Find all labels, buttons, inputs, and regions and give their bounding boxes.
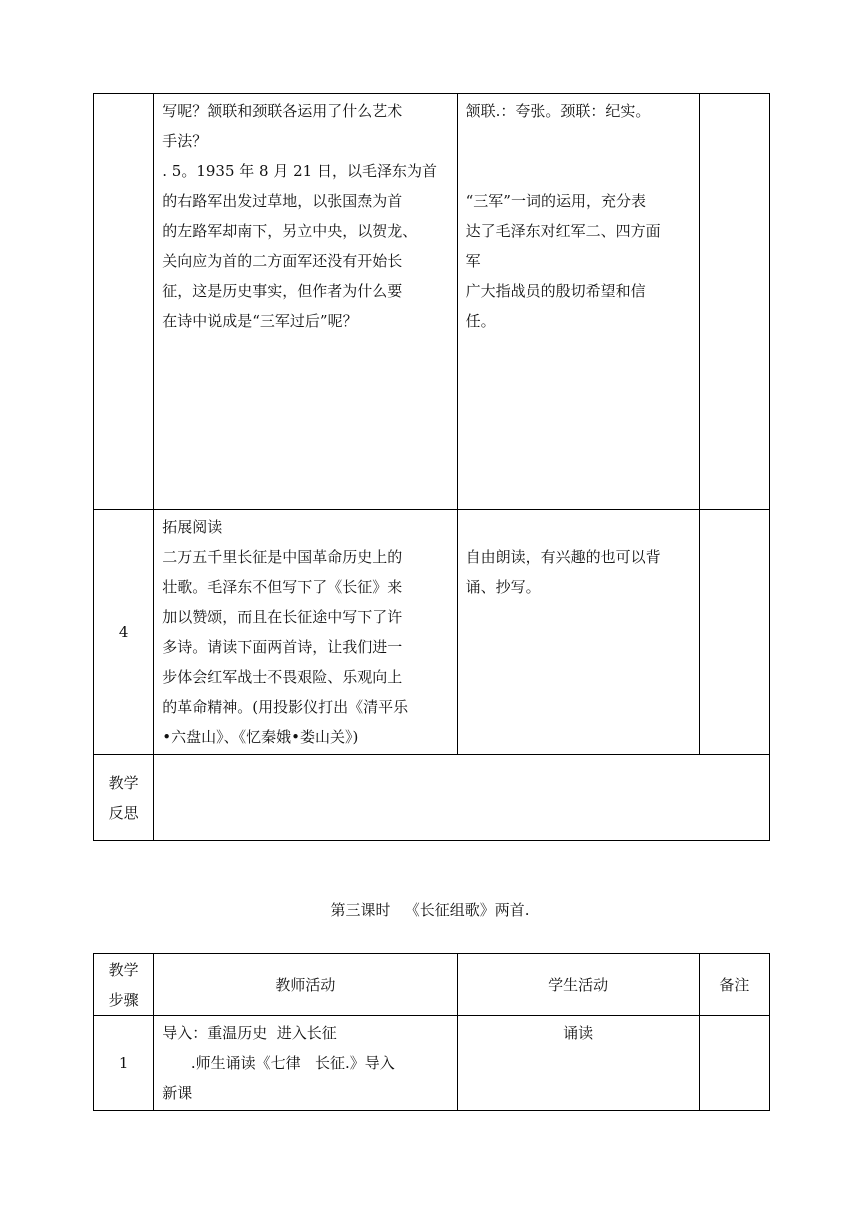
text-line: 关向应为首的二方面军还没有开始长 xyxy=(162,252,403,270)
table-row xyxy=(94,510,770,755)
header-note: 备注 xyxy=(699,954,769,1016)
step-cell: 1 xyxy=(94,1016,154,1111)
reflection-label-cell xyxy=(94,755,154,841)
text-line: 反思 xyxy=(108,803,139,822)
lesson-title: 第三课时 《长征组歌》两首. xyxy=(330,901,530,919)
student-activity-cell: 诵读 xyxy=(457,1016,699,1111)
note-cell xyxy=(699,510,769,755)
text-line: 达了毛泽东对红军二、四方面 xyxy=(465,222,661,240)
text-line: 军 xyxy=(465,252,481,270)
text-line: 诵、抄写。 xyxy=(465,578,541,596)
reflection-content-cell xyxy=(154,755,770,841)
text-line: 步骤 xyxy=(108,990,139,1009)
header-student: 学生活动 xyxy=(457,954,699,1016)
text-line: 教学 xyxy=(108,960,139,979)
student-activity-cell xyxy=(457,510,699,755)
text-line: •六盘山》、《忆秦娥•娄山关》) xyxy=(162,728,359,746)
table-row xyxy=(94,755,770,841)
text-line: 任。 xyxy=(465,312,496,330)
text-line: 导入：重温历史 进入长征 xyxy=(162,1024,337,1042)
text-line: 写呢？颔联和颈联各运用了什么艺术 xyxy=(162,102,403,120)
blank-line xyxy=(466,126,691,186)
text-line: 壮歌。毛泽东不但写下了《长征》来 xyxy=(162,578,403,596)
blank-line xyxy=(466,512,691,542)
step-cell: 4 xyxy=(94,510,154,755)
text-line: 步体会红军战士不畏艰险、乐观向上 xyxy=(162,668,403,686)
text-line: .师生诵读《七律 长征.》导入 xyxy=(162,1054,395,1072)
teacher-activity-cell xyxy=(154,510,457,755)
text-line: 广大指战员的殷切希望和信 xyxy=(465,282,646,300)
teacher-activity-cell xyxy=(154,94,457,510)
note-cell xyxy=(699,94,769,510)
text-line: . 5。1935 年 8 月 21 日，以毛泽东为首 xyxy=(162,162,437,180)
text-line: 手法？ xyxy=(162,132,208,150)
lesson-table-continued xyxy=(93,93,770,841)
text-line: 在诗中说成是“三军过后”呢？ xyxy=(162,312,358,330)
text-line: “三军”一词的运用，充分表 xyxy=(465,192,646,210)
text-line: 加以赞颂，而且在长征途中写下了许 xyxy=(162,608,403,626)
text-line: 征，这是历史事实，但作者为什么要 xyxy=(162,282,403,300)
text-line: 教学 xyxy=(108,773,139,792)
text-line: 新课 xyxy=(162,1084,193,1102)
note-cell xyxy=(699,1016,769,1111)
text-line: 的左路军却南下，另立中央，以贺龙、 xyxy=(162,222,418,240)
text-line: 多诗。请读下面两首诗，让我们进一 xyxy=(162,638,403,656)
text-line: 自由朗读，有兴趣的也可以背 xyxy=(465,548,661,566)
step-cell xyxy=(94,94,154,510)
text-line: 颔联.：夸张。颈联：纪实。 xyxy=(465,102,651,120)
header-step xyxy=(94,954,154,1016)
student-activity-cell xyxy=(457,94,699,510)
table-row xyxy=(94,94,770,510)
text-line: 的革命精神。(用投影仪打出《清平乐 xyxy=(162,698,409,716)
table-row xyxy=(94,1016,770,1111)
header-teacher: 教师活动 xyxy=(154,954,457,1016)
header-row xyxy=(94,954,770,1016)
lesson-table xyxy=(93,953,770,1111)
text-line: 拓展阅读 xyxy=(162,518,223,536)
teacher-activity-cell xyxy=(154,1016,457,1111)
text-line: 二万五千里长征是中国革命历史上的 xyxy=(162,548,403,566)
text-line: 的右路军出发过草地，以张国焘为首 xyxy=(162,192,403,210)
